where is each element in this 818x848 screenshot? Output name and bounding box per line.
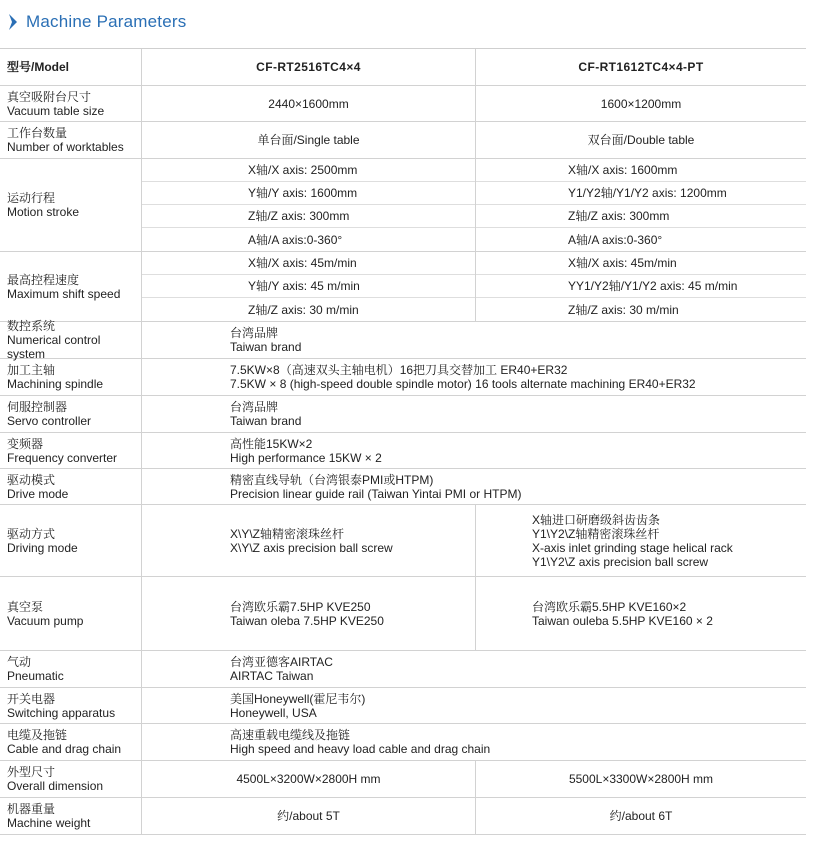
table-row-cnc: [0, 319, 806, 361]
row-label-zh: 最高控程速度: [7, 272, 80, 287]
row-label-zh: 数控系统: [7, 319, 56, 333]
value-zh: 台湾品牌: [230, 400, 279, 414]
cell-model-2: [476, 159, 806, 251]
row-label-zh: 外型尺寸: [7, 765, 56, 779]
row-label-en: Machining spindle: [7, 377, 104, 391]
row-label: [0, 49, 142, 85]
cell-model-2: 5500L×3300W×2800H mm: [568, 772, 714, 786]
row-label-zh: 工作台数量: [7, 126, 68, 140]
row-label-zh: 气动: [7, 655, 32, 669]
section-header: [0, 0, 818, 46]
cell-model-1: 约/about 5T: [142, 798, 476, 834]
row-label-en: Drive mode: [7, 486, 69, 501]
table-row-switching: [0, 688, 806, 724]
cell-wide: [142, 396, 806, 432]
value-en: High speed and heavy load cable and drag chain: [230, 742, 491, 756]
row-label-zh: 驱动方式: [7, 526, 56, 541]
cell-wide: [142, 433, 806, 468]
model-1-header: CF-RT2516TC4×4: [142, 49, 476, 85]
row-label-zh: 机器重量: [7, 802, 56, 816]
row-label-en: Numerical control system: [7, 333, 101, 361]
row-label-zh: 加工主轴: [7, 363, 56, 377]
cell-model-1: [142, 159, 476, 251]
parameters-table: [0, 48, 806, 830]
cell-model-2: 约/about 6T: [609, 809, 673, 823]
sub-value: Z轴/Z axis: 30 m/min: [568, 302, 679, 317]
row-label: [0, 798, 142, 834]
row-label-en: Overall dimension: [7, 779, 104, 793]
value-zh: 高速重载电缆线及拖链: [230, 728, 351, 742]
value-zh: 台湾欧乐霸5.5HP KVE160×2: [532, 599, 687, 614]
row-label-en: Machine weight: [7, 816, 91, 830]
chevron-right-icon: [7, 13, 19, 31]
value-zh: 7.5KW×8（高速双头主轴电机）16把刀具交替加工 ER40+ER32: [230, 363, 568, 377]
cell-model-1: 单台面/Single table: [142, 122, 476, 158]
table-row-servo: [0, 396, 806, 433]
sub-value: Z轴/Z axis: 300mm: [476, 205, 806, 228]
row-label: [0, 724, 142, 760]
row-label: [0, 359, 142, 395]
table-row-spindle: [0, 359, 806, 396]
sub-value: Z轴/Z axis: 300mm: [142, 205, 475, 228]
table-row-driving-mode: [0, 505, 806, 577]
table-row-motion-stroke: [0, 159, 806, 252]
cell-model-1: [142, 577, 476, 650]
row-label: [0, 252, 142, 321]
cell-model-2: 双台面/Double table: [587, 133, 695, 147]
value-zh: 精密直线导轨（台湾银泰PMI或HTPM): [230, 472, 434, 487]
table-row-dimension: [0, 761, 806, 798]
sub-value: X轴/X axis: 45m/min: [142, 252, 475, 275]
row-label: [0, 396, 142, 432]
row-label-en: Motion stroke: [7, 205, 80, 219]
row-label-en: Cable and drag chain: [7, 742, 122, 756]
row-label-en: Servo controller: [7, 414, 92, 428]
cell-wide: [142, 724, 806, 760]
cell-model-1: [142, 252, 476, 321]
value-en: Taiwan ouleba 5.5HP KVE160 × 2: [532, 613, 713, 628]
row-label: [0, 577, 142, 650]
sub-value: Y1/Y2轴/Y1/Y2 axis: 1200mm: [476, 182, 806, 205]
value-zh: 台湾品牌: [230, 326, 279, 340]
row-label: [0, 86, 142, 121]
row-label-text: 型号/Model: [7, 60, 69, 74]
table-row-shift-speed: [0, 252, 806, 322]
row-label-zh: 运动行程: [7, 191, 56, 205]
cell-wide: [142, 688, 806, 723]
value-zh: 美国Honeywell(霍尼韦尔): [230, 691, 366, 706]
value-en: Precision linear guide rail (Taiwan Yintai PMI or HTPM): [230, 486, 522, 501]
sub-value: X轴/X axis: 2500mm: [142, 159, 475, 182]
table-row-worktables: [0, 122, 806, 159]
row-label: [0, 433, 142, 468]
sub-value: X轴/X axis: 45m/min: [476, 252, 806, 275]
value-zh: 台湾欧乐霸7.5HP KVE250: [230, 599, 371, 614]
row-label-en: Frequency converter: [7, 450, 118, 465]
row-label-en: Switching apparatus: [7, 705, 116, 720]
value-line: Y1\Y2\Z轴精密滚珠丝杆: [532, 526, 660, 541]
sub-value: Z轴/Z axis: 30 m/min: [248, 302, 359, 317]
value-line: Y1\Y2\Z axis precision ball screw: [532, 554, 709, 569]
sub-value: A轴/A axis:0-360°: [248, 232, 343, 247]
value-en: Honeywell, USA: [230, 705, 317, 720]
sub-value: YY1/Y2轴/Y1/Y2 axis: 45 m/min: [476, 275, 806, 298]
value-en: AIRTAC Taiwan: [230, 669, 314, 683]
table-row-pneumatic: [0, 651, 806, 688]
cell-wide: [142, 322, 806, 358]
row-label: [0, 319, 142, 361]
row-label-en: Number of worktables: [7, 140, 124, 154]
value-en: Taiwan brand: [230, 340, 302, 354]
row-label-zh: 真空泵: [7, 599, 44, 614]
table-row-vacuum-pump: [0, 577, 806, 651]
cell-model-2: [476, 505, 806, 576]
row-label: [0, 122, 142, 158]
row-label-en: Vacuum pump: [7, 613, 84, 628]
value-zh: 高性能15KW×2: [230, 436, 313, 451]
value-en: 7.5KW × 8 (high-speed double spindle motor) 16 tools alternate machining ER40+ER32: [230, 377, 696, 391]
model-2-header: CF-RT1612TC4×4-PT: [578, 60, 704, 74]
row-label: [0, 469, 142, 504]
value-zh: 台湾亚德客AIRTAC: [230, 655, 333, 669]
sub-value: Y轴/Y axis: 45 m/min: [142, 275, 475, 298]
row-label-zh: 驱动模式: [7, 472, 56, 487]
cell-wide: [142, 359, 806, 395]
value-zh: X\Y\Z轴精密滚珠丝杆: [230, 526, 345, 541]
table-row-drive-mode: [0, 469, 806, 505]
table-row-model: [0, 49, 806, 86]
cell-model-1: 4500L×3200W×2800H mm: [142, 761, 476, 797]
row-label-en: Pneumatic: [7, 669, 64, 683]
table-row-weight: [0, 798, 806, 835]
sub-value: Y轴/Y axis: 1600mm: [142, 182, 475, 205]
row-label-en: Maximum shift speed: [7, 286, 121, 301]
cell-wide: [142, 651, 806, 687]
section-title: Machine Parameters: [26, 12, 187, 31]
row-label-en: Vacuum table size: [7, 103, 105, 118]
row-label-zh: 开关电器: [7, 691, 56, 706]
row-label-zh: 真空吸附台尺寸: [7, 89, 92, 104]
value-en: Taiwan oleba 7.5HP KVE250: [230, 613, 384, 628]
row-label-zh: 伺服控制器: [7, 400, 68, 414]
table-row-converter: [0, 433, 806, 469]
value-line: X轴进口研磨级斜齿齿条: [532, 512, 661, 527]
sub-value: A轴/A axis:0-360°: [568, 232, 663, 247]
cell-model-2: [476, 252, 806, 321]
value-en: High performance 15KW × 2: [230, 450, 382, 465]
cell-model-1: 2440×1600mm: [142, 86, 476, 121]
value-line: X-axis inlet grinding stage helical rack: [532, 540, 733, 555]
cell-model-1: [142, 505, 476, 576]
row-label-zh: 变频器: [7, 436, 44, 451]
row-label-en: Driving mode: [7, 540, 78, 555]
cell-wide: [142, 469, 806, 504]
row-label: [0, 761, 142, 797]
cell-model-2: [476, 577, 806, 650]
row-label: [0, 505, 142, 576]
sub-value: X轴/X axis: 1600mm: [476, 159, 806, 182]
row-label-zh: 电缆及拖链: [7, 728, 68, 742]
value-en: X\Y\Z axis precision ball screw: [230, 540, 393, 555]
value-en: Taiwan brand: [230, 414, 302, 428]
cell-model-2: 1600×1200mm: [600, 96, 682, 111]
row-label: [0, 159, 142, 251]
row-label: [0, 688, 142, 723]
row-label: [0, 651, 142, 687]
table-row-vacuum-table: [0, 86, 806, 122]
table-row-cable: [0, 724, 806, 761]
